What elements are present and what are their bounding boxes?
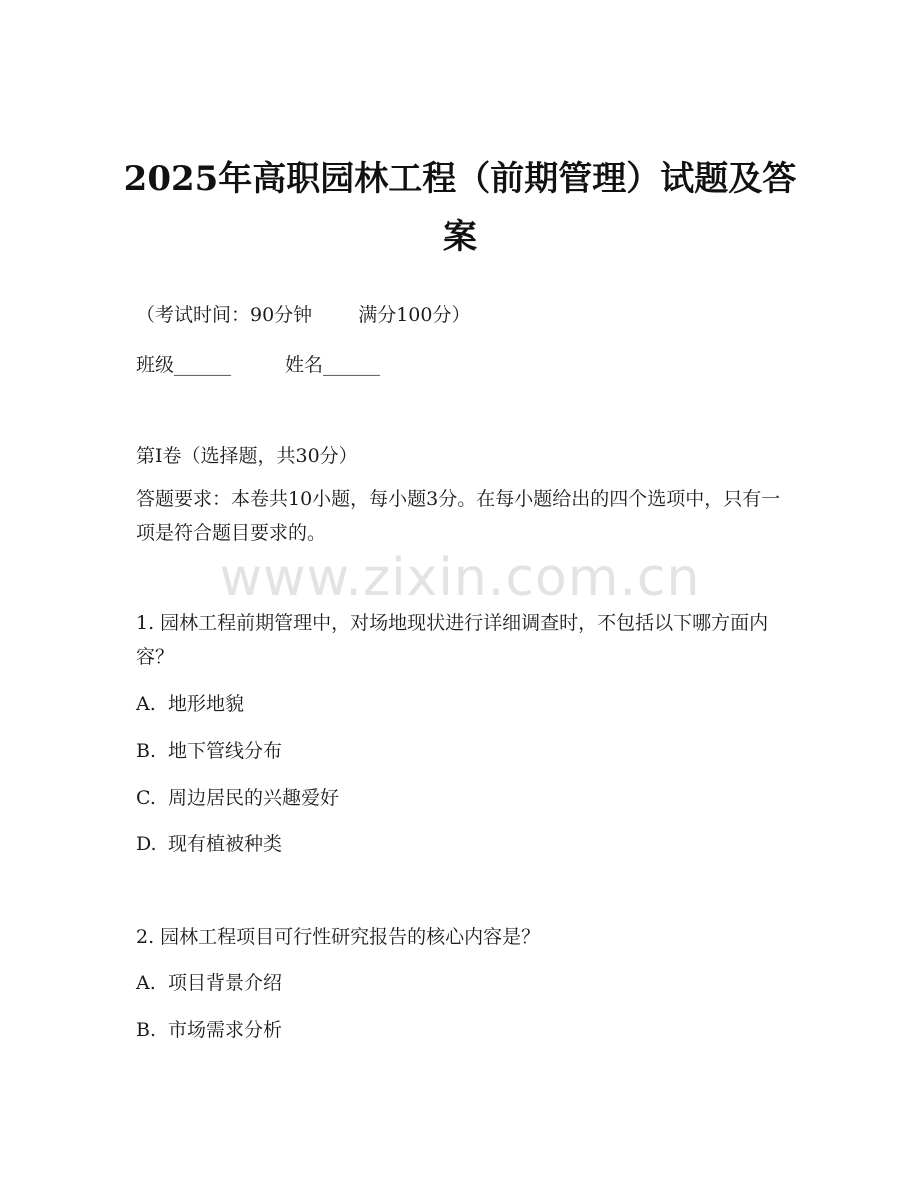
question-1-option-c (136, 783, 339, 810)
option-text: 项目背景介绍 (168, 972, 283, 994)
option-text: 现有植被种类 (168, 833, 283, 855)
watermark: www.zixin.com.cn (219, 548, 701, 608)
option-text: 市场需求分析 (168, 1019, 283, 1041)
question-1-option-a (136, 689, 244, 716)
document-title: 2025年高职园林工程（前期管理）试题及答案 (123, 159, 797, 257)
question-1-option-b (136, 736, 282, 763)
option-letter: C. (136, 787, 156, 809)
name-field: 姓名______ (285, 354, 381, 376)
option-letter: B. (136, 740, 157, 762)
option-text: 周边居民的兴趣爱好 (168, 787, 340, 809)
instructions: 答题要求：本卷共10小题，每小题3分。在每小题给出的四个选项中，只有一项是符合题目要求的。 (136, 488, 781, 544)
option-text: 地下管线分布 (168, 740, 283, 762)
option-letter: D. (136, 833, 157, 855)
exam-info (136, 300, 470, 327)
student-info (136, 350, 380, 377)
option-text: 地形地貌 (168, 693, 245, 715)
question-2-option-b (136, 1015, 282, 1042)
option-letter: A. (136, 972, 156, 994)
option-letter: A. (136, 693, 156, 715)
question-2-option-a (136, 968, 282, 995)
option-letter: B. (136, 1019, 157, 1041)
full-score: 满分100分） (358, 304, 471, 326)
class-field: 班级______ (136, 354, 232, 376)
question-1-option-d (136, 829, 282, 856)
section-title: 第I卷（选择题，共30分） (136, 445, 358, 467)
question-2-stem: 2. 园林工程项目可行性研究报告的核心内容是？ (136, 926, 541, 948)
exam-time: （考试时间：90分钟 (136, 304, 313, 326)
question-1-stem: 1. 园林工程前期管理中，对场地现状进行详细调查时，不包括以下哪方面内容？ (136, 612, 769, 668)
